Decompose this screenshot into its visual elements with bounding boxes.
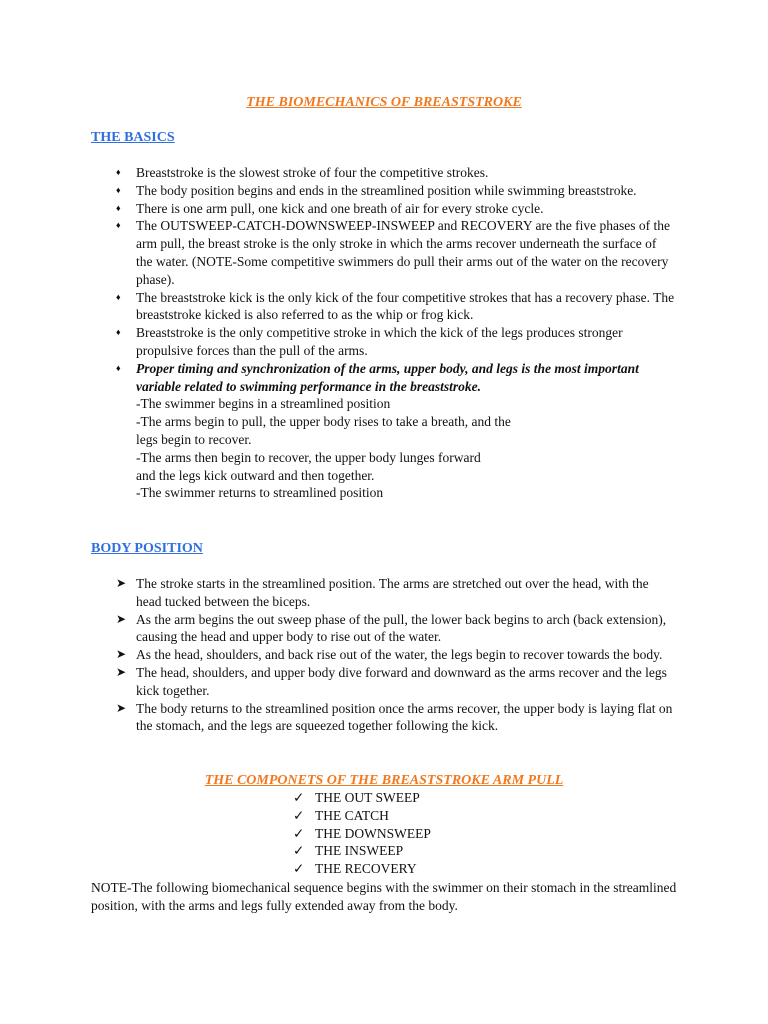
document-title: THE BIOMECHANICS OF BREASTSTROKE [246,95,522,110]
list-item: ♦ Proper timing and synchronization of the arms, upper body, and legs is the most important variable related to swimming performance in the breaststroke. [116,360,639,394]
arrow-bullet-icon: ➤ [116,576,127,590]
list-item: ♦ Breaststroke is the slowest stroke of four the competitive strokes. [116,165,489,180]
components-list [293,789,431,878]
sequence-line: -The swimmer returns to streamlined position [136,485,384,501]
basics-list [116,164,676,502]
check-icon: ✓ [293,861,305,877]
sequence-line: and the legs kick outward and then together. [136,467,375,483]
arrow-bullet-icon: ➤ [116,611,127,626]
diamond-bullet-icon: ♦ [116,184,121,195]
arrow-bullet-icon: ➤ [116,700,127,715]
diamond-bullet-icon: ♦ [116,327,121,338]
body-position-list [116,575,676,735]
list-item: ✓ THE DOWNSWEEP [293,825,431,841]
diamond-bullet-icon: ♦ [116,220,121,231]
list-item: ➤ The stroke starts in the streamlined position. The arms are stretched out over the head, with the head tucked between the biceps. [116,576,649,609]
list-item: ➤ The body returns to the streamlined position once the arms recover, the upper body is laying flat on the stomach, and the legs are squeezed together following the kick. [116,700,673,734]
section-heading-basics: THE BASICS [91,130,175,145]
check-icon: ✓ [293,843,305,859]
list-item: ✓ THE OUT SWEEP [293,790,420,805]
list-item: ✓ THE INSWEEP [293,843,404,859]
sequence-line: -The arms begin to pull, the upper body rises to take a breath, and the [136,414,511,430]
list-item: ➤ As the arm begins the out sweep phase of the pull, the lower back begins to arch (back extension), causing the head and upper body to rise out of the water. [116,611,667,645]
sequence-line: legs begin to recover. [136,431,252,447]
diamond-bullet-icon: ♦ [116,291,121,302]
section-heading-body-position: BODY POSITION [91,541,203,556]
arrow-bullet-icon: ➤ [116,647,127,662]
list-item: ♦ The OUTSWEEP-CATCH-DOWNSWEEP-INSWEEP and RECOVERY are the five phases of the arm pull, the breast stroke is the only stroke in which the arms recover underneath the surface of the water. (NOTE-Some competitive swimmers do pull their arms out of the water on the recovery phase). [116,218,671,287]
list-item: ♦ There is one arm pull, one kick and one breath of air for every stroke cycle. [116,200,544,216]
note-paragraph: NOTE-The following biomechanical sequence begins with the swimmer on their stomach in the streamlined position, with the arms and legs fully extended away from the body. [91,880,677,913]
list-item: ➤ As the head, shoulders, and back rise out of the water, the legs begin to recover towards the body. [116,647,663,663]
check-icon: ✓ [293,790,305,805]
list-item: ♦ The breaststroke kick is the only kick of the four competitive strokes that has a recovery phase. The breaststroke kicked is also referred to as the whip or frog kick. [116,289,675,323]
check-icon: ✓ [293,807,305,823]
list-item: ♦ The body position begins and ends in the streamlined position while swimming breaststroke. [116,182,637,198]
section-heading-components: THE COMPONETS OF THE BREASTSTROKE ARM PULL [204,773,564,788]
sequence-line: -The arms then begin to recover, the upper body lunges forward [136,449,481,465]
diamond-bullet-icon: ♦ [116,202,121,213]
sequence-line: -The swimmer begins in a streamlined position [136,396,391,412]
diamond-bullet-icon: ♦ [116,362,121,373]
diamond-bullet-icon: ♦ [116,167,121,177]
list-item: ➤ The head, shoulders, and upper body dive forward and downward as the arms recover and the legs kick together. [116,664,667,698]
list-item: ♦ Breaststroke is the only competitive stroke in which the kick of the legs produces stronger propulsive forces than the pull of the arms. [116,325,623,358]
list-item: ✓ THE RECOVERY [293,861,417,877]
list-item: ✓ THE CATCH [293,807,389,823]
arrow-bullet-icon: ➤ [116,664,127,679]
check-icon: ✓ [293,825,305,841]
